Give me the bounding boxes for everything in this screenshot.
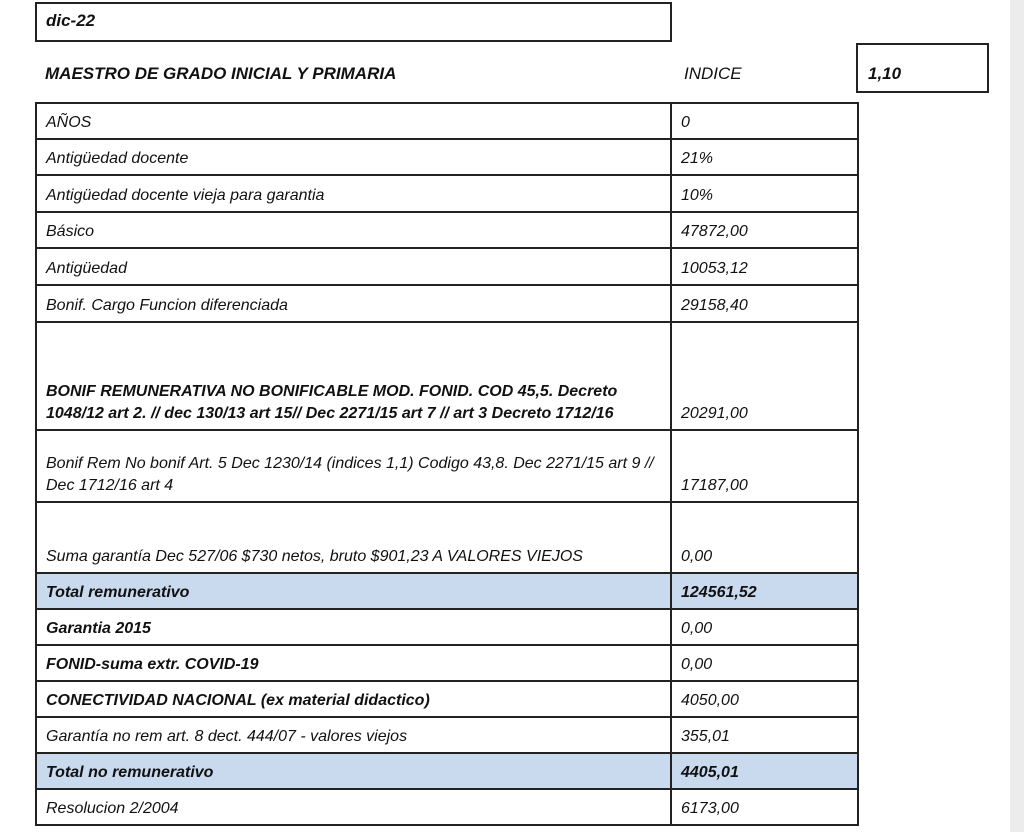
indice-value: 1,10 bbox=[868, 64, 902, 83]
row-label-bonif-cargo[interactable]: Bonif. Cargo Funcion diferenciada bbox=[36, 285, 671, 322]
table-row bbox=[36, 175, 858, 212]
right-edge-panel bbox=[1010, 0, 1024, 832]
page-title: MAESTRO DE GRADO INICIAL Y PRIMARIA bbox=[45, 64, 397, 83]
row-label-bonif-rem[interactable]: Bonif Rem No bonif Art. 5 Dec 1230/14 (indices 1,1) Codigo 43,8. Dec 2271/15 art 9 // Dec 1712/16 art 4 bbox=[36, 430, 671, 502]
row-label-resolucion[interactable]: Resolucion 2/2004 bbox=[36, 789, 671, 825]
indice-label: INDICE bbox=[684, 64, 742, 83]
row-label-antiguedad-vieja[interactable]: Antigüedad docente vieja para garantia bbox=[36, 175, 671, 212]
table-row bbox=[36, 681, 858, 717]
row-label-total-remunerativo[interactable]: Total remunerativo bbox=[36, 573, 671, 609]
indice-value-cell[interactable] bbox=[856, 43, 989, 93]
row-value-resolucion[interactable]: 6173,00 bbox=[671, 789, 858, 825]
row-value-anios[interactable]: 0 bbox=[671, 103, 858, 139]
table-row bbox=[36, 285, 858, 322]
table-row bbox=[36, 139, 858, 175]
row-value-antiguedad-docente[interactable]: 21% bbox=[671, 139, 858, 175]
row-label-conectividad[interactable]: CONECTIVIDAD NACIONAL (ex material didactico) bbox=[36, 681, 671, 717]
row-label-antiguedad-docente[interactable]: Antigüedad docente bbox=[36, 139, 671, 175]
row-value-antiguedad-vieja[interactable]: 10% bbox=[671, 175, 858, 212]
row-value-total-remunerativo[interactable]: 124561,52 bbox=[671, 573, 858, 609]
table-row bbox=[36, 103, 858, 139]
table-row bbox=[36, 322, 858, 430]
table-row bbox=[36, 573, 858, 609]
row-label-bonif-fonid[interactable]: BONIF REMUNERATIVA NO BONIFICABLE MOD. FONID. COD 45,5. Decreto 1048/12 art 2. // dec 130/13 art 15// Dec 2271/15 art 7 // art 3 Decreto 1712/16 bbox=[36, 322, 671, 430]
table-row bbox=[36, 645, 858, 681]
table-row bbox=[36, 248, 858, 285]
row-value-antiguedad[interactable]: 10053,12 bbox=[671, 248, 858, 285]
row-value-garantia-2015[interactable]: 0,00 bbox=[671, 609, 858, 645]
date-cell[interactable] bbox=[35, 2, 672, 42]
row-value-garantia-no-rem[interactable]: 355,01 bbox=[671, 717, 858, 753]
date-text: dic-22 bbox=[46, 11, 96, 30]
table-row bbox=[36, 789, 858, 825]
row-value-bonif-fonid[interactable]: 20291,00 bbox=[671, 322, 858, 430]
row-label-garantia-no-rem[interactable]: Garantía no rem art. 8 dect. 444/07 - valores viejos bbox=[36, 717, 671, 753]
table-row bbox=[36, 609, 858, 645]
salary-table bbox=[35, 102, 859, 826]
table-row bbox=[36, 502, 858, 573]
row-label-suma-garantia[interactable]: Suma garantía Dec 527/06 $730 netos, bruto $901,23 A VALORES VIEJOS bbox=[36, 502, 671, 573]
row-value-suma-garantia[interactable]: 0,00 bbox=[671, 502, 858, 573]
table-row bbox=[36, 212, 858, 248]
row-value-bonif-rem[interactable]: 17187,00 bbox=[671, 430, 858, 502]
table-row bbox=[36, 753, 858, 789]
row-label-garantia-2015[interactable]: Garantia 2015 bbox=[36, 609, 671, 645]
row-label-total-no-remunerativo[interactable]: Total no remunerativo bbox=[36, 753, 671, 789]
row-label-antiguedad[interactable]: Antigüedad bbox=[36, 248, 671, 285]
row-value-total-no-remunerativo[interactable]: 4405,01 bbox=[671, 753, 858, 789]
row-value-basico[interactable]: 47872,00 bbox=[671, 212, 858, 248]
table-row bbox=[36, 430, 858, 502]
row-value-bonif-cargo[interactable]: 29158,40 bbox=[671, 285, 858, 322]
row-label-basico[interactable]: Básico bbox=[36, 212, 671, 248]
table-row bbox=[36, 717, 858, 753]
row-label-anios[interactable]: AÑOS bbox=[36, 103, 671, 139]
row-value-fonid-covid[interactable]: 0,00 bbox=[671, 645, 858, 681]
row-label-fonid-covid[interactable]: FONID-suma extr. COVID-19 bbox=[36, 645, 671, 681]
row-value-conectividad[interactable]: 4050,00 bbox=[671, 681, 858, 717]
